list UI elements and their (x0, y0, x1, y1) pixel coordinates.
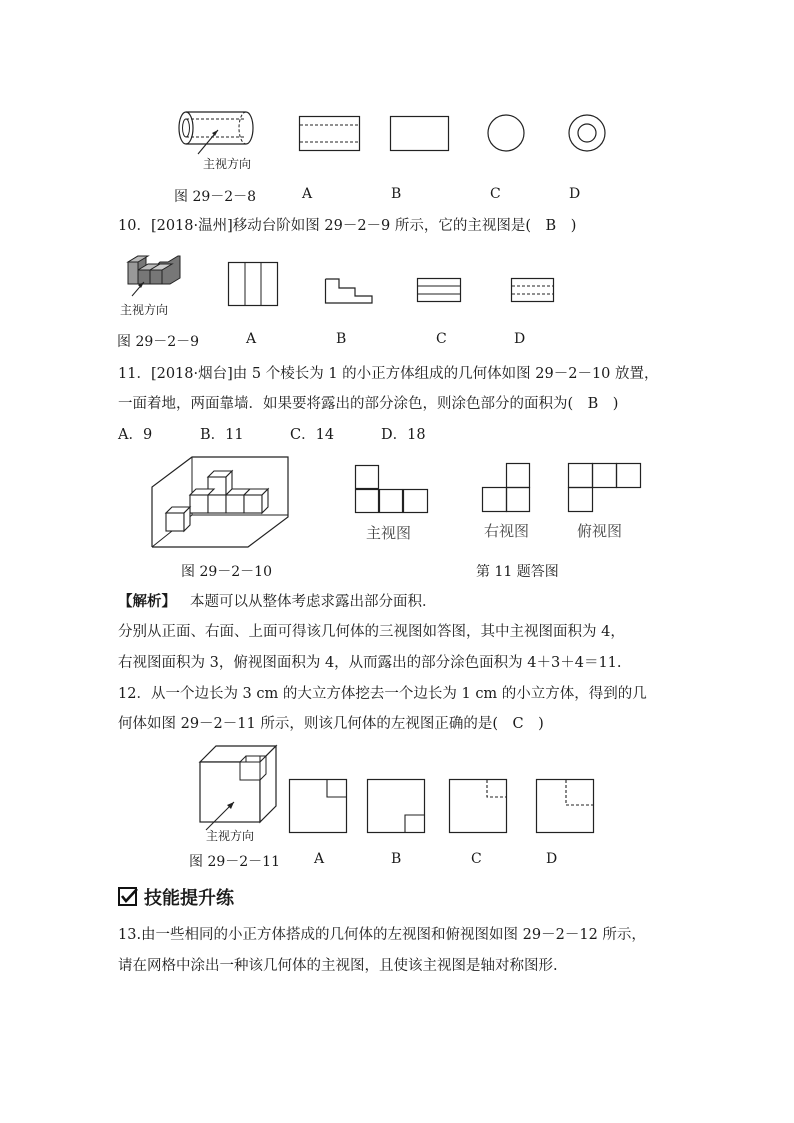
view-direction-label: 主视方向 (206, 829, 255, 843)
right-view (482, 463, 534, 515)
option-label-d: D (514, 331, 526, 347)
option-d-figure (536, 779, 596, 835)
option-label-d: D (569, 186, 581, 202)
choice-d: D．18 (381, 427, 426, 443)
option-a-figure (228, 262, 280, 308)
front-view-label: 主视图 (366, 524, 412, 542)
option-c-figure (417, 278, 463, 304)
section-title: 技能提升练 (144, 888, 234, 909)
question-12-line-2: 何体如图 29－2－11 所示，则该几何体的左视图正确的是( C ) (118, 716, 544, 732)
option-label-b: B (391, 186, 402, 202)
option-label-a: A (314, 851, 325, 867)
question-12-line-1: 12．从一个边长为 3 cm 的大立方体挖去一个边长为 1 cm 的小立方体，得到的几 (118, 686, 647, 702)
checkbox-icon (118, 887, 138, 907)
top-view (568, 463, 644, 515)
figure-caption: 图 29－2－11 (189, 854, 280, 870)
front-view (355, 465, 431, 517)
analysis-line-1: 本题可以从整体考虑求露出部分面积． (190, 594, 437, 610)
view-direction-label: 主视方向 (203, 157, 252, 171)
choice-a: A．9 (118, 427, 153, 443)
option-b-figure (325, 278, 375, 306)
analysis-line-3: 右视图面积为 3，俯视图面积为 4，从而露出的部分涂色面积为 4＋3＋4＝11. (118, 655, 622, 671)
analysis-tag: 【解析】 (118, 594, 176, 610)
question-13-line-2: 请在网格中涂出一种该几何体的主视图，且使该主视图是轴对称图形. (118, 958, 558, 974)
question-11-line-2: 一面着地，两面靠墙．如果要将露出的部分涂色，则涂色部分的面积为( B ) (118, 396, 619, 412)
figure-caption: 图 29－2－10 (181, 564, 272, 580)
question-10-text: 10．[2018·温州]移动台阶如图 29－2－9 所示，它的主视图是( B ) (118, 218, 577, 234)
option-b-figure (390, 116, 452, 154)
cube-corner-drawing (150, 455, 292, 550)
option-label-a: A (246, 331, 257, 347)
right-view-label: 右视图 (484, 522, 530, 540)
option-label-c: C (471, 851, 482, 867)
option-label-c: C (436, 331, 447, 347)
option-d-figure (511, 278, 557, 304)
option-a-figure (299, 116, 361, 154)
option-d-figure (567, 113, 611, 157)
option-label-a: A (302, 186, 313, 202)
option-c-figure (449, 779, 509, 835)
view-direction-label: 主视方向 (120, 303, 169, 317)
option-label-b: B (336, 331, 347, 347)
question-11-line-1: 11．[2018·烟台]由 5 个棱长为 1 的小正方体组成的几何体如图 29－2－10 放置， (118, 366, 659, 382)
answer-figure-caption: 第 11 题答图 (476, 564, 559, 580)
analysis-line-2: 分别从正面、右面、上面可得该几何体的三视图如答图，其中主视图面积为 4， (118, 624, 625, 640)
option-label-c: C (490, 186, 501, 202)
section-heading (118, 884, 234, 910)
option-c-figure (486, 113, 530, 157)
choice-c: C．14 (290, 427, 335, 443)
figure-caption: 图 29－2－8 (174, 189, 257, 205)
option-b-figure (367, 779, 427, 835)
question-13-line-1: 13.由一些相同的小正方体搭成的几何体的左视图和俯视图如图 29－2－12 所示， (118, 927, 646, 943)
option-label-d: D (546, 851, 558, 867)
top-view-label: 俯视图 (577, 522, 623, 540)
choice-b: B．11 (200, 427, 244, 443)
stair-drawing (124, 252, 188, 302)
option-label-b: B (391, 851, 402, 867)
option-a-figure (289, 779, 349, 835)
figure-caption: 图 29－2－9 (117, 334, 200, 350)
